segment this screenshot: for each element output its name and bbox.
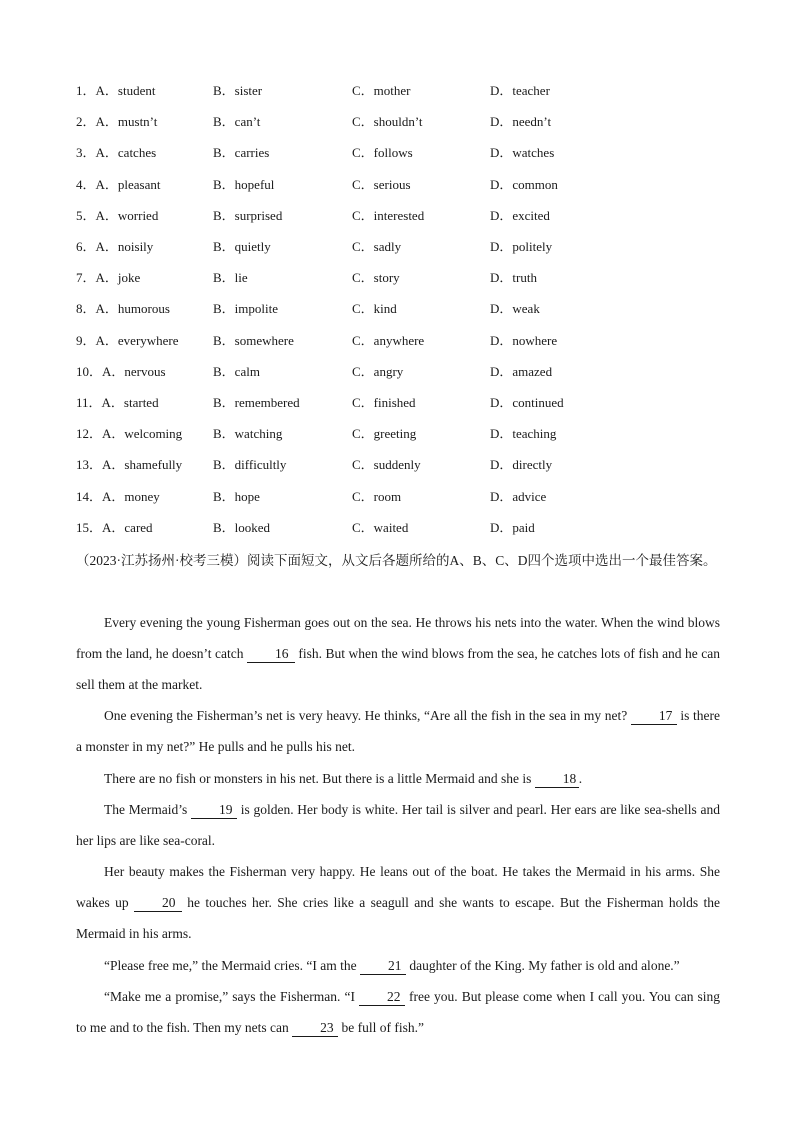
passage-text: One evening the Fisherman’s net is very heavy. He thinks, “Are all the fish in the sea in my net? xyxy=(104,708,631,723)
option-b[interactable]: B．quietly xyxy=(213,239,271,254)
option-b[interactable]: B．somewhere xyxy=(213,332,294,348)
question-number: 5． xyxy=(76,207,96,223)
blank-17[interactable]: 17 xyxy=(631,708,677,725)
passage-paragraph xyxy=(76,950,720,981)
question-number-and-option-a xyxy=(76,331,179,351)
question-number: 12． xyxy=(76,426,103,442)
option-d[interactable]: D．continued xyxy=(490,395,564,410)
option-c[interactable]: C．interested xyxy=(352,207,425,223)
question-number: 9． xyxy=(76,332,96,348)
question-number-and-option-a xyxy=(76,237,153,257)
option-a[interactable]: A．worried xyxy=(95,207,159,223)
option-b[interactable]: B．calm xyxy=(213,363,260,379)
question-number: 10． xyxy=(76,363,103,379)
passage-text: “Make me a promise,” says the Fisherman. “I xyxy=(104,989,359,1004)
blank-16[interactable]: 16 xyxy=(247,646,295,663)
passage-text: Every evening the young Fisherman goes out on the sea. He throws his nets into the water. When the wind blows from the land, he doesn’t catch xyxy=(76,615,720,661)
question-number-and-option-a xyxy=(76,143,156,163)
question-number-and-option-a xyxy=(76,487,160,507)
question-number: 14． xyxy=(76,488,103,504)
option-c[interactable]: C．anywhere xyxy=(352,332,425,348)
passage-text: The Mermaid’s xyxy=(104,802,191,817)
passage-text: be full of fish.” xyxy=(338,1020,424,1035)
option-d[interactable]: D．needn’t xyxy=(490,114,552,130)
option-a[interactable]: A．money xyxy=(102,488,160,504)
option-c[interactable]: C．shouldn’t xyxy=(352,114,423,130)
question-number: 4． xyxy=(76,176,96,192)
option-a[interactable]: A．catches xyxy=(95,145,157,161)
passage-paragraph xyxy=(76,700,720,762)
question-number: 7． xyxy=(76,270,96,286)
option-c[interactable]: C．story xyxy=(352,270,400,286)
option-c[interactable]: C．angry xyxy=(352,363,404,379)
question-number-and-option-a xyxy=(76,362,166,382)
passage-text: Her beauty makes the Fisherman very happy. He leans out of the boat. He takes the Mermaid in his arms. She wakes up xyxy=(76,864,720,910)
option-c[interactable]: C．kind xyxy=(352,301,397,317)
option-a[interactable]: A．cared xyxy=(102,519,153,535)
option-b[interactable]: B．remembered xyxy=(213,395,300,410)
option-b[interactable]: B．watching xyxy=(213,426,283,442)
question-number: 1． xyxy=(76,83,96,98)
option-d[interactable]: D．amazed xyxy=(490,363,553,379)
passage-paragraph xyxy=(76,763,720,794)
question-number: 8． xyxy=(76,301,96,317)
passage-text: “Please free me,” the Mermaid cries. “I am the xyxy=(104,958,360,973)
option-a[interactable]: A．shamefully xyxy=(102,457,183,473)
passage-text: is golden. Her body is white. Her tail is silver and pearl. Her ears are like sea-shells and her lips are like sea-coral. xyxy=(76,802,720,848)
option-c[interactable]: C．sadly xyxy=(352,239,402,254)
question-number-and-option-a xyxy=(76,268,140,288)
question-number-and-option-a xyxy=(76,518,153,538)
passage-text: free you. But please come when I call you. You can sing to me and to the fish. Then my nets can xyxy=(76,989,720,1035)
option-a[interactable]: A．pleasant xyxy=(95,176,161,192)
passage-text: There are no fish or monsters in his net. But there is a little Mermaid and she is xyxy=(104,771,535,786)
option-d[interactable]: D．nowhere xyxy=(490,332,558,348)
option-b[interactable]: B．looked xyxy=(213,519,271,535)
question-number: 3． xyxy=(76,145,96,161)
option-b[interactable]: B．hopeful xyxy=(213,176,275,192)
question-number: 11． xyxy=(76,395,102,410)
passage-text: daughter of the King. My father is old and alone.” xyxy=(406,958,680,973)
option-d[interactable]: D．excited xyxy=(490,207,550,223)
question-number: 2． xyxy=(76,114,96,130)
option-d[interactable]: D．truth xyxy=(490,270,537,286)
question-number: 15． xyxy=(76,519,103,535)
passage-text: . xyxy=(578,771,583,786)
passage-paragraph xyxy=(76,607,720,700)
option-c[interactable]: C．follows xyxy=(352,145,413,161)
option-d[interactable]: D．watches xyxy=(490,145,555,161)
question-number: 6． xyxy=(76,239,96,254)
question-number: 13． xyxy=(76,457,103,473)
blank-21[interactable]: 21 xyxy=(360,958,406,975)
passage-paragraph xyxy=(76,856,720,949)
option-b[interactable]: B．impolite xyxy=(213,301,279,317)
section-intro: （2023·江苏扬州·校考三模）阅读下面短文，从文后各题所给的A、B、C、D四个选项中选出一个最佳答案。 xyxy=(76,553,717,568)
blank-23[interactable]: 23 xyxy=(292,1020,338,1037)
blank-18[interactable]: 18 xyxy=(535,771,579,788)
question-number-and-option-a xyxy=(76,393,159,413)
option-d[interactable]: D．directly xyxy=(490,457,553,473)
option-d[interactable]: D．paid xyxy=(490,519,535,535)
option-b[interactable]: B．can’t xyxy=(213,114,261,130)
option-b[interactable]: B．carries xyxy=(213,145,270,161)
question-number-and-option-a xyxy=(76,175,161,195)
option-b[interactable]: B．lie xyxy=(213,270,248,286)
option-c[interactable]: C．greeting xyxy=(352,426,417,442)
option-b[interactable]: B．surprised xyxy=(213,207,283,223)
question-number-and-option-a xyxy=(76,81,155,101)
passage-text: fish. But when the wind blows from the sea, he catches lots of fish and he can sell them at the market. xyxy=(76,646,720,692)
option-a[interactable]: A．started xyxy=(101,395,159,410)
passage-paragraph xyxy=(76,981,720,1043)
option-a[interactable]: A．noisily xyxy=(95,239,154,254)
option-a[interactable]: A．welcoming xyxy=(102,426,183,442)
option-c[interactable]: C．room xyxy=(352,488,402,504)
option-d[interactable]: D．teaching xyxy=(490,426,557,442)
question-number-and-option-a xyxy=(76,455,182,475)
question-number-and-option-a xyxy=(76,424,182,444)
option-c[interactable]: C．serious xyxy=(352,176,411,192)
option-a[interactable]: A．humorous xyxy=(95,301,170,317)
option-c[interactable]: C．finished xyxy=(352,395,416,410)
blank-22[interactable]: 22 xyxy=(359,989,405,1006)
passage-text: is there a monster in my net?” He pulls and he pulls his net. xyxy=(76,708,720,754)
question-number-and-option-a xyxy=(76,206,158,226)
option-d[interactable]: D．teacher xyxy=(490,83,550,98)
option-c[interactable]: C．mother xyxy=(352,83,411,98)
option-a[interactable]: A．student xyxy=(95,83,156,98)
option-a[interactable]: A．everywhere xyxy=(95,332,179,348)
question-number-and-option-a xyxy=(76,112,157,132)
option-a[interactable]: A．mustn’t xyxy=(95,114,158,130)
passage-text: he touches her. She cries like a seagull and she wants to escape. But the Fisherman holds the Mermaid in his arms. xyxy=(76,895,720,941)
blank-19[interactable]: 19 xyxy=(191,802,237,819)
option-b[interactable]: B．hope xyxy=(213,488,260,504)
passage-paragraph xyxy=(76,794,720,856)
option-d[interactable]: D．common xyxy=(490,176,558,192)
option-d[interactable]: D．weak xyxy=(490,301,540,317)
question-number-and-option-a xyxy=(76,299,170,319)
option-c[interactable]: C．suddenly xyxy=(352,457,421,473)
option-a[interactable]: A．joke xyxy=(95,270,141,286)
option-a[interactable]: A．nervous xyxy=(102,363,166,379)
option-b[interactable]: B．sister xyxy=(213,83,263,98)
option-d[interactable]: D．advice xyxy=(490,488,547,504)
blank-20[interactable]: 20 xyxy=(134,895,182,912)
option-c[interactable]: C．waited xyxy=(352,519,409,535)
option-b[interactable]: B．difficultly xyxy=(213,457,287,473)
option-d[interactable]: D．politely xyxy=(490,239,553,254)
